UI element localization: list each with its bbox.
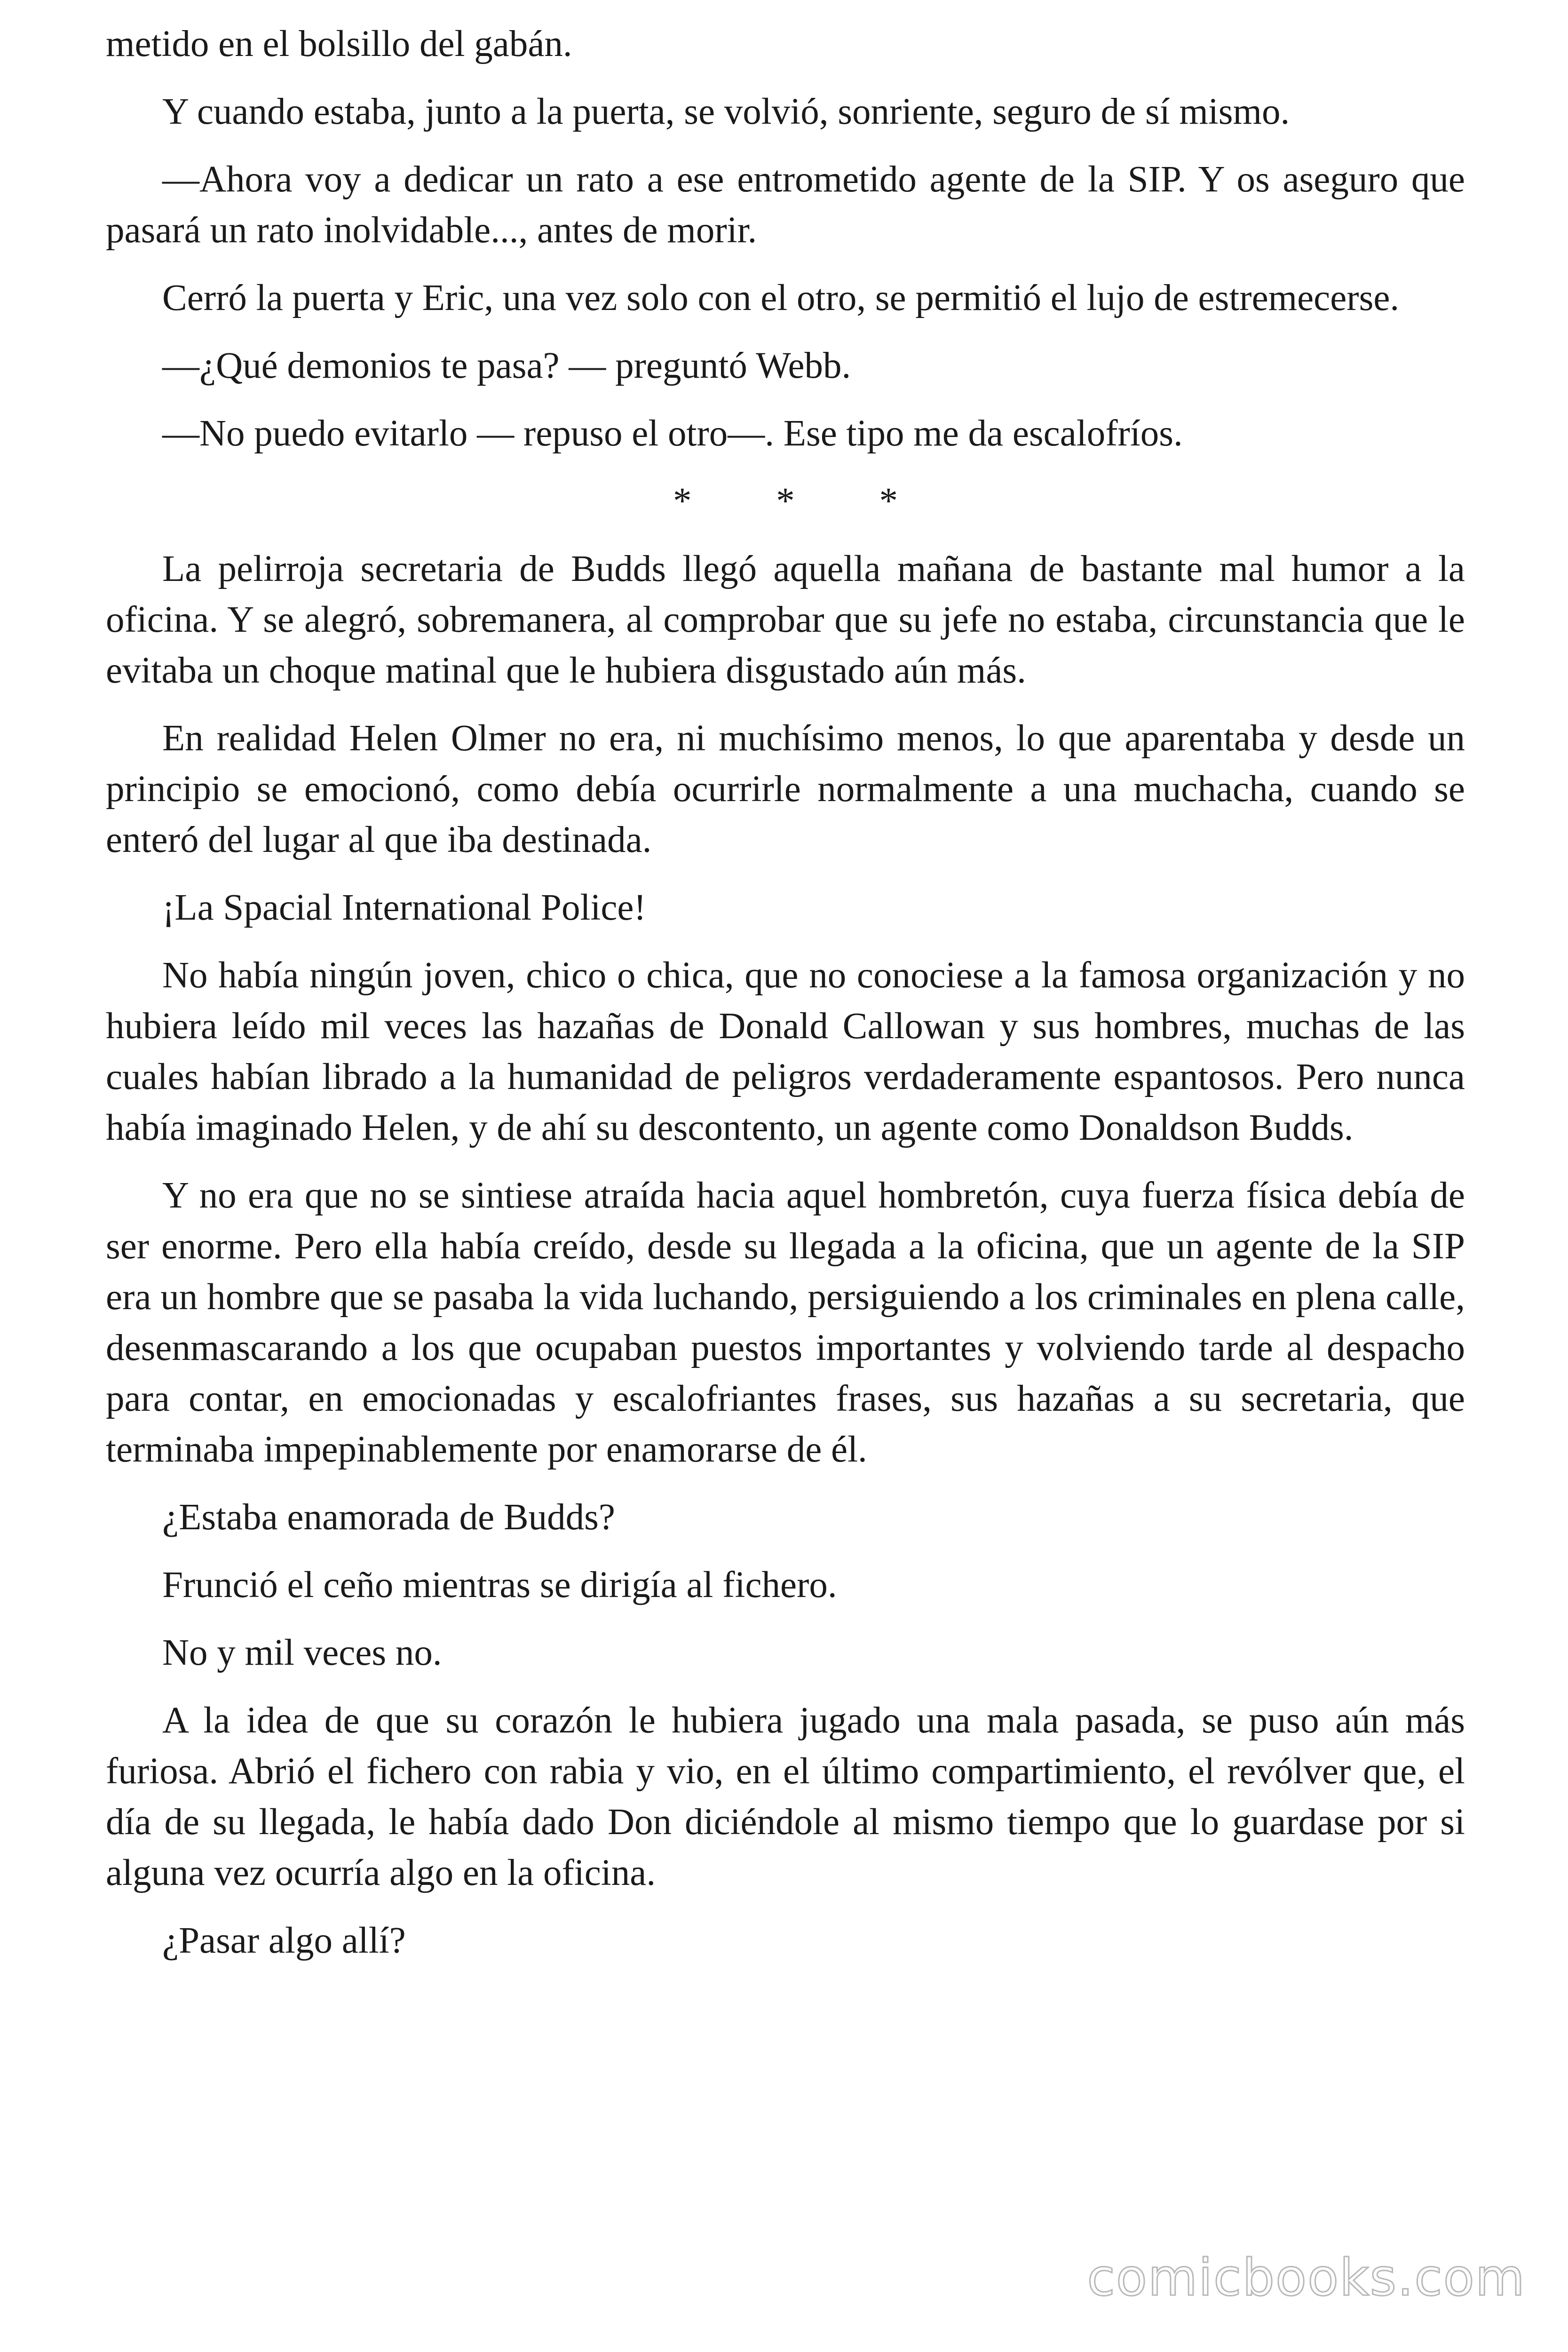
page-body	[106, 19, 1465, 1983]
paragraph: metido en el bolsillo del gabán.	[106, 24, 572, 64]
paragraph: En realidad Helen Olmer no era, ni muchísimo menos, lo que aparentaba y desde un principio se emocionó, como debía ocurrirle normalmente a una muchacha, cuando se enteró del lugar al que iba destinada.	[106, 718, 1465, 860]
paragraph: Y no era que no se sintiese atraída hacia aquel hombretón, cuya fuerza física debía de ser enorme. Pero ella había creído, desde su llegada a la oficina, que un agente de la SIP era un hombre que se pasaba la vida luchando, persiguiendo a los criminales en plena calle, desenmascarando a los que ocupaban puestos importantes y volviendo tarde al despacho para contar, en emocionadas y escalofriantes frases, sus hazañas a su secretaria, que terminaba impepinablemente por enamorarse de él.	[106, 1175, 1465, 1470]
paragraph: Cerró la puerta y Eric, una vez solo con el otro, se permitió el lujo de estremecerse.	[162, 278, 1400, 318]
paragraph: No y mil veces no.	[162, 1632, 442, 1673]
paragraph: —Ahora voy a dedicar un rato a ese entrometido agente de la SIP. Y os aseguro que pasará un rato inolvidable..., antes de morir.	[106, 159, 1465, 251]
paragraph: Y cuando estaba, junto a la puerta, se volvió, sonriente, seguro de sí mismo.	[162, 91, 1290, 132]
paragraph: ¡La Spacial International Police!	[162, 887, 646, 928]
paragraph: Frunció el ceño mientras se dirigía al fichero.	[162, 1565, 837, 1605]
paragraph: ¿Estaba enamorada de Budds?	[162, 1497, 615, 1538]
paragraph: La pelirroja secretaria de Budds llegó aquella mañana de bastante mal humor a la oficina. Y se alegró, sobremanera, al comprobar que su jefe no estaba, circunstancia que le evitaba un choque matinal que le hubiera disgustado aún más.	[106, 548, 1465, 691]
paragraph: A la idea de que su corazón le hubiera jugado una mala pasada, se puso aún más furiosa. Abrió el fichero con rabia y vio, en el último compartimiento, el revólver que, el día de su llegada, le había dado Don diciéndole al mismo tiempo que lo guardase por si alguna vez ocurría algo en la oficina.	[106, 1700, 1465, 1893]
text-block-after	[106, 544, 1465, 1966]
paragraph: —No puedo evitarlo — repuso el otro—. Ese tipo me da escalofríos.	[162, 413, 1183, 454]
paragraph: No había ningún joven, chico o chica, que no conociese a la famosa organización y no hubiera leído mil veces las hazañas de Donald Callowan y sus hombres, muchas de las cuales habían librado a la humanidad de peligros verdaderamente espantosos. Pero nunca había imaginado Helen, y de ahí su descontento, un agente como Donaldson Budds.	[106, 955, 1465, 1148]
text-block-before	[106, 19, 1465, 459]
paragraph: ¿Pasar algo allí?	[162, 1920, 406, 1961]
section-separator: * * *	[673, 481, 935, 522]
watermark-logo: comicbooks.com	[1087, 2249, 1526, 2307]
paragraph: —¿Qué demonios te pasa? — preguntó Webb.	[162, 345, 851, 386]
